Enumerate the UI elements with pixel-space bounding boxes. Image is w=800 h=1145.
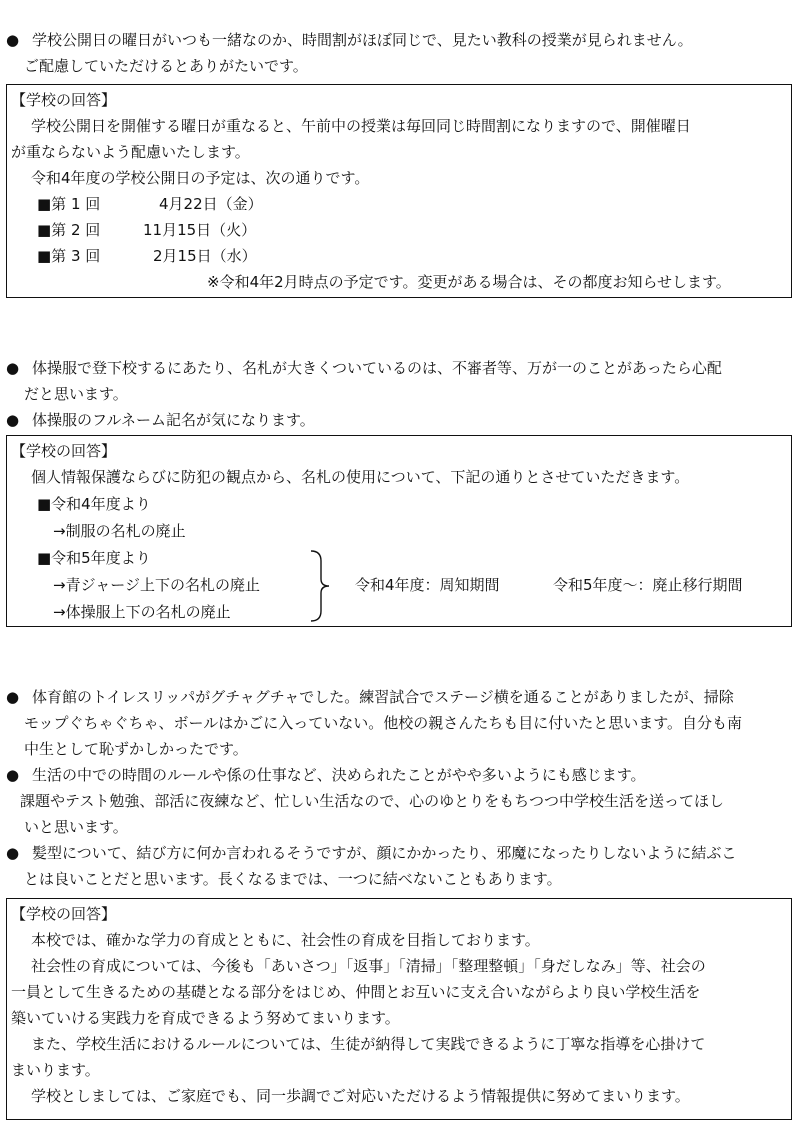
answer-text: 個人情報保護ならびに防犯の観点から、名札の使用について、下記の通りとさせていただきます。 [31,468,690,486]
schedule-date: 2月15日（水） [153,247,257,265]
answer-text: まいります。 [11,1061,100,1079]
question-text: ご配慮していただけるとありがたいです。 [24,57,308,75]
brace-icon [309,549,331,623]
period-text: 令和4年度：周知期間 [355,576,500,594]
answer-text: 築いていける実践力を育成できるよう努めてまいります。 [11,1009,400,1027]
question-text: いと思います。 [24,818,128,836]
answer-heading: 【学校の回答】 [11,91,117,109]
bullet-icon: ● [6,766,20,784]
question-text: 髪型について、結び方に何か言われるそうですが、顔にかかったり、邪魔になったりしないように結ぶこ [32,844,737,862]
answer-box [6,435,792,627]
answer-text: 一員として生きるための基礎となる部分をはじめ、仲間とお互いに支え合いながらより良い学校生活を [11,983,701,1001]
schedule-label: ■第 2 回 [37,221,101,239]
note-text: ※令和4年2月時点の予定です。変更がある場合は、その都度お知らせします。 [207,273,731,291]
schedule-label: ■第 1 回 [37,195,101,213]
question-text: 生活の中での時間のルールや係の仕事など、決められたことがやや多いようにも感じます。 [32,766,646,784]
policy-item: →体操服上下の名札の廃止 [53,603,231,621]
schedule-date: 4月22日（金） [159,195,263,213]
answer-text: 本校では、確かな学力の育成とともに、社会性の育成を目指しております。 [31,931,540,949]
question-text: 中生として恥ずかしかったです。 [24,740,248,758]
answer-text: 学校公開日を開催する曜日が重なると、午前中の授業は毎回同じ時間割になりますので、開催曜日 [31,117,691,135]
policy-heading: ■令和4年度より [37,495,151,513]
period-text: 令和5年度～：廃止移行期間 [553,576,743,594]
question-text: 体育館のトイレスリッパがグチャグチャでした。練習試合でステージ横を通ることがありましたが、掃除 [32,688,734,706]
answer-box [6,898,792,1120]
answer-text: 学校としましては、ご家庭でも、同一歩調でご対応いただけるよう情報提供に努めてまいります。 [31,1087,690,1105]
answer-text: が重ならないよう配慮いたします。 [11,143,250,161]
question-text: 体操服で登下校するにあたり、名札が大きくついているのは、不審者等、万が一のことがあったら心配 [32,359,722,377]
policy-heading: ■令和5年度より [37,549,151,567]
question-text: 体操服のフルネーム記名が気になります。 [32,411,315,429]
bullet-icon: ● [6,844,20,862]
question-text: だと思います。 [24,385,128,403]
question-text: 学校公開日の曜日がいつも一緒なのか、時間割がほぼ同じで、見たい教科の授業が見られません。 [32,31,693,49]
answer-heading: 【学校の回答】 [11,905,117,923]
schedule-date: 11月15日（火） [143,221,257,239]
bullet-icon: ● [6,411,20,429]
question-text: モップぐちゃぐちゃ、ボールはかごに入っていない。他校の親さんたちも目に付いたと思います。自分も南 [24,714,743,732]
schedule-label: ■第 3 回 [37,247,101,265]
bullet-icon: ● [6,31,20,49]
policy-item: →制服の名札の廃止 [53,522,186,540]
question-text: とは良いことだと思います。長くなるまでは、一つに結べないこともあります。 [24,870,562,888]
policy-item: →青ジャージ上下の名札の廃止 [53,576,260,594]
answer-text: また、学校生活におけるルールについては、生徒が納得して実践できるように丁寧な指導を心掛けて [31,1035,706,1053]
bullet-icon: ● [6,359,20,377]
bullet-icon: ● [6,688,20,706]
answer-text: 社会性の育成については、今後も「あいさつ」「返事」「清掃」「整理整頓」「身だしなみ」等、社会の [31,957,706,975]
answer-box [6,84,792,298]
answer-text: 令和4年度の学校公開日の予定は、次の通りです。 [31,169,370,187]
question-text: 課題やテスト勉強、部活に夜練など、忙しい生活なので、心のゆとりをもちつつ中学校生活を送ってほし [20,792,724,810]
answer-heading: 【学校の回答】 [11,442,117,460]
